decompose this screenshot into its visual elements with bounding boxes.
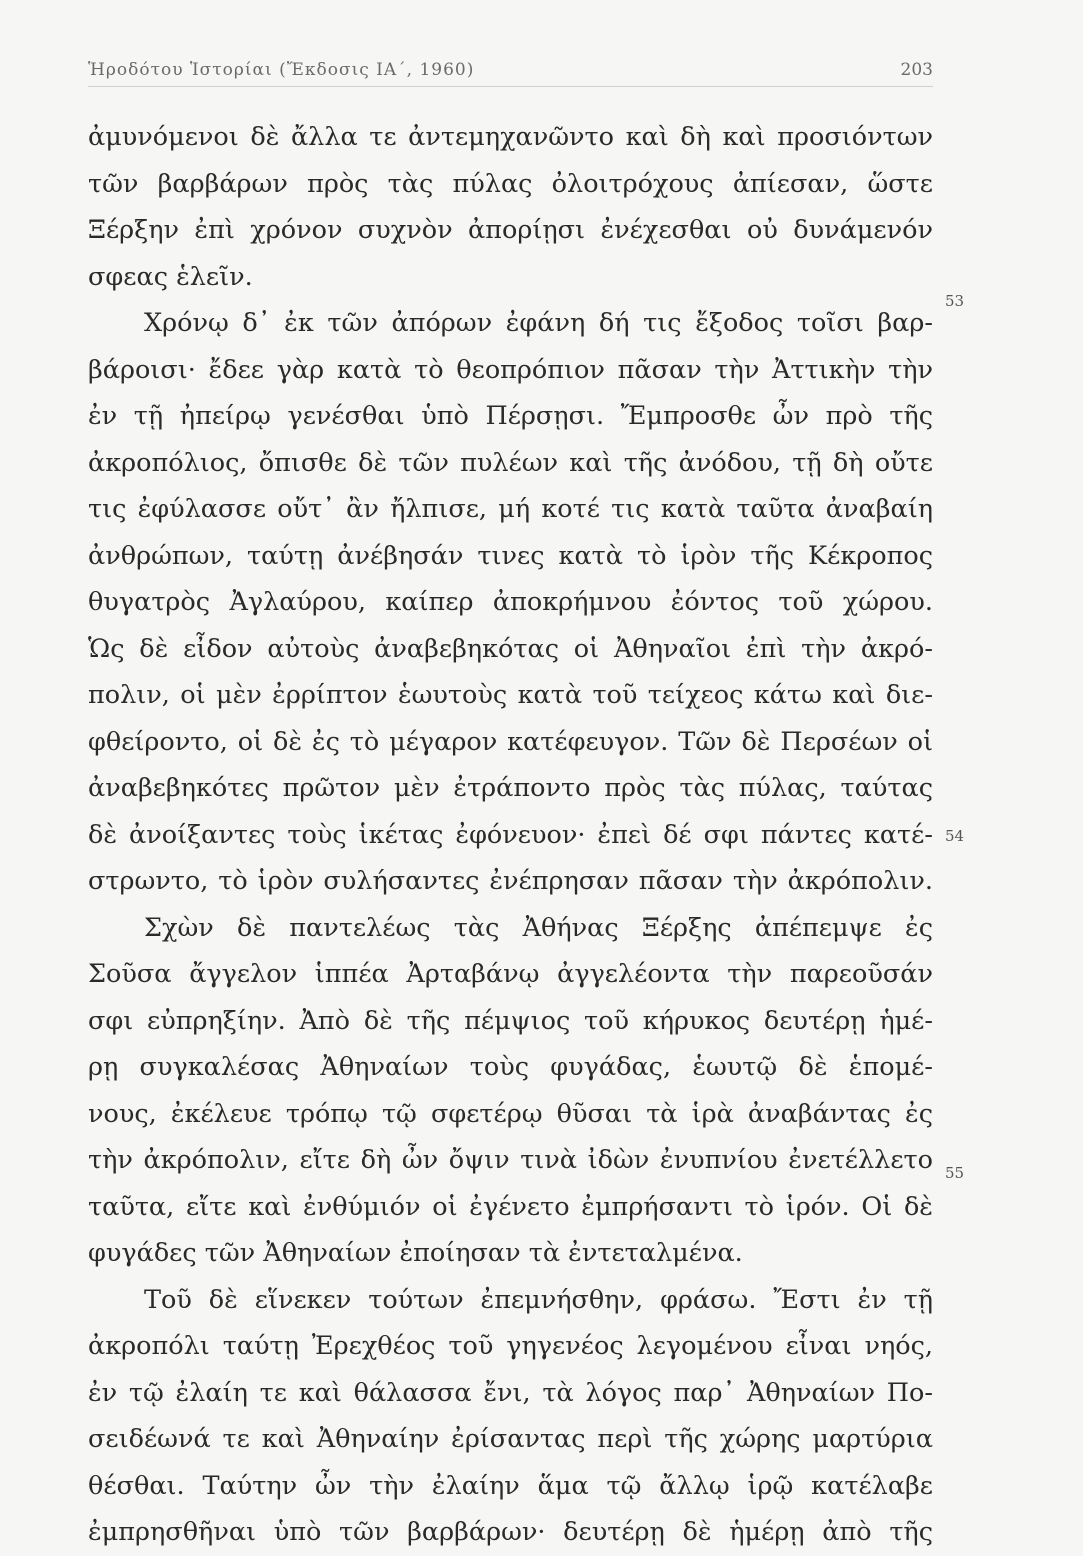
- text-line: θέσθαι. Ταύτην ὦν τὴν ἐλαίην ἅμα τῷ ἄλλῳ ἱρῷ κατέλαβε: [88, 1470, 933, 1501]
- text-line: σειδέωνά τε καὶ Ἀθηναίην ἐρίσαντας περὶ τῆς χώρης μαρτύρια: [88, 1424, 933, 1454]
- text-line: ἐμπρησθῆναι ὑπὸ τῶν βαρβάρων· δευτέρῃ δὲ ἡμέρῃ ἀπὸ τῆς: [88, 1517, 933, 1547]
- text-line: Τοῦ δὲ εἵνεκεν τούτων ἐπεμνήσθην, φράσω. Ἔστι ἐν τῇ: [144, 1284, 933, 1315]
- text-line: ταῦτα, εἴτε καὶ ἐνθύμιόν οἱ ἐγένετο ἐμπρήσαντι τὸ ἱρόν. Οἱ δὲ: [88, 1191, 933, 1222]
- section-number-53: 53: [945, 292, 965, 310]
- text-line: Σχὼν δὲ παντελέως τὰς Ἀθήνας Ξέρξης ἀπέπεμψε ἐς: [144, 912, 933, 943]
- text-line: Σοῦσα ἄγγελον ἱππέα Ἀρταβάνῳ ἀγγελέοντα τὴν παρεοῦσάν: [88, 959, 933, 989]
- text-line: ρῃ συγκαλέσας Ἀθηναίων τοὺς φυγάδας, ἑωυτῷ δὲ ἑπομέ-: [88, 1052, 933, 1082]
- text-line: δὲ ἀνοίξαντες τοὺς ἱκέτας ἐφόνευον· ἐπεὶ δέ σφι πάντες κατέ-: [88, 819, 933, 850]
- header-title: Ἡροδότου Ἱστορίαι (Ἔκδοσις ΙΑ΄, 1960): [88, 60, 475, 80]
- text-line: θυγατρὸς Ἀγλαύρου, καίπερ ἀποκρήμνου ἐόντος τοῦ χώρου.: [88, 587, 933, 617]
- text-line: ἐν τῷ ἐλαίη τε καὶ θάλασσα ἔνι, τὰ λόγος παρ᾽ Ἀθηναίων Πο-: [88, 1377, 933, 1408]
- main-text: [88, 114, 948, 1556]
- text-line: τῶν βαρβάρων πρὸς τὰς πύλας ὀλοιτρόχους ἀπίεσαν, ὥστε: [88, 168, 933, 199]
- text-line: Χρόνῳ δ᾽ ἐκ τῶν ἀπόρων ἐφάνη δή τις ἔξοδος τοῖσι βαρ-: [144, 308, 933, 338]
- text-line: Ξέρξην ἐπὶ χρόνον συχνὸν ἀπορίῃσι ἐνέχεσθαι οὐ δυνάμενόν: [88, 215, 933, 245]
- text-line: ἀναβεβηκότες πρῶτον μὲν ἐτράποντο πρὸς τὰς πύλας, ταύτας: [88, 773, 933, 803]
- text-line: τις ἐφύλασσε οὔτ᾽ ἂν ἤλπισε, μή κοτέ τις κατὰ ταῦτα ἀναβαίη: [88, 494, 933, 524]
- running-header: [88, 56, 933, 87]
- text-line: τὴν ἀκρόπολιν, εἴτε δὴ ὦν ὄψιν τινὰ ἰδὼν ἐνυπνίου ἐνετέλλετο: [88, 1145, 933, 1175]
- page-number: 203: [900, 60, 933, 80]
- section-number-55: 55: [945, 1164, 965, 1182]
- text-line: ἀκροπόλι ταύτῃ Ἐρεχθέος τοῦ γηγενέος λεγομένου εἶναι νηός,: [88, 1331, 933, 1361]
- text-line: φυγάδες τῶν Ἀθηναίων ἐποίησαν τὰ ἐντεταλμένα.: [88, 1238, 743, 1268]
- text-line: πολιν, οἱ μὲν ἐρρίπτον ἑωυτοὺς κατὰ τοῦ τείχεος κάτω καὶ διε-: [88, 680, 933, 710]
- section-number-54: 54: [945, 827, 965, 845]
- text-line: ἀμυνόμενοι δὲ ἄλλα τε ἀντεμηχανῶντο καὶ δὴ καὶ προσιόντων: [88, 122, 933, 152]
- text-line: ἀνθρώπων, ταύτῃ ἀνέβησάν τινες κατὰ τὸ ἱρὸν τῆς Κέκροπος: [88, 540, 933, 571]
- text-line: νους, ἐκέλευε τρόπῳ τῷ σφετέρῳ θῦσαι τὰ ἱρὰ ἀναβάντας ἐς: [88, 1098, 933, 1129]
- text-line: στρωντο, τὸ ἱρὸν συλήσαντες ἐνέπρησαν πᾶσαν τὴν ἀκρόπολιν.: [88, 866, 933, 896]
- text-line: σφι εὐπρηξίην. Ἀπὸ δὲ τῆς πέμψιος τοῦ κήρυκος δευτέρῃ ἡμέ-: [88, 1005, 933, 1036]
- text-line: σφεας ἑλεῖν.: [88, 261, 253, 292]
- text-line: ἐν τῇ ἠπείρῳ γενέσθαι ὑπὸ Πέρσῃσι. Ἔμπροσθε ὦν πρὸ τῆς: [88, 401, 933, 431]
- text-line: Ὡς δὲ εἶδον αὐτοὺς ἀναβεβηκότας οἱ Ἀθηναῖοι ἐπὶ τὴν ἀκρό-: [88, 633, 933, 664]
- text-line: φθείροντο, οἱ δὲ ἐς τὸ μέγαρον κατέφευγον. Τῶν δὲ Περσέων οἱ: [88, 726, 933, 757]
- text-line: ἀκροπόλιος, ὄπισθε δὲ τῶν πυλέων καὶ τῆς ἀνόδου, τῇ δὴ οὔτε: [88, 447, 933, 478]
- text-line: βάροισι· ἔδεε γὰρ κατὰ τὸ θεοπρόπιον πᾶσαν τὴν Ἀττικὴν τὴν: [88, 354, 933, 385]
